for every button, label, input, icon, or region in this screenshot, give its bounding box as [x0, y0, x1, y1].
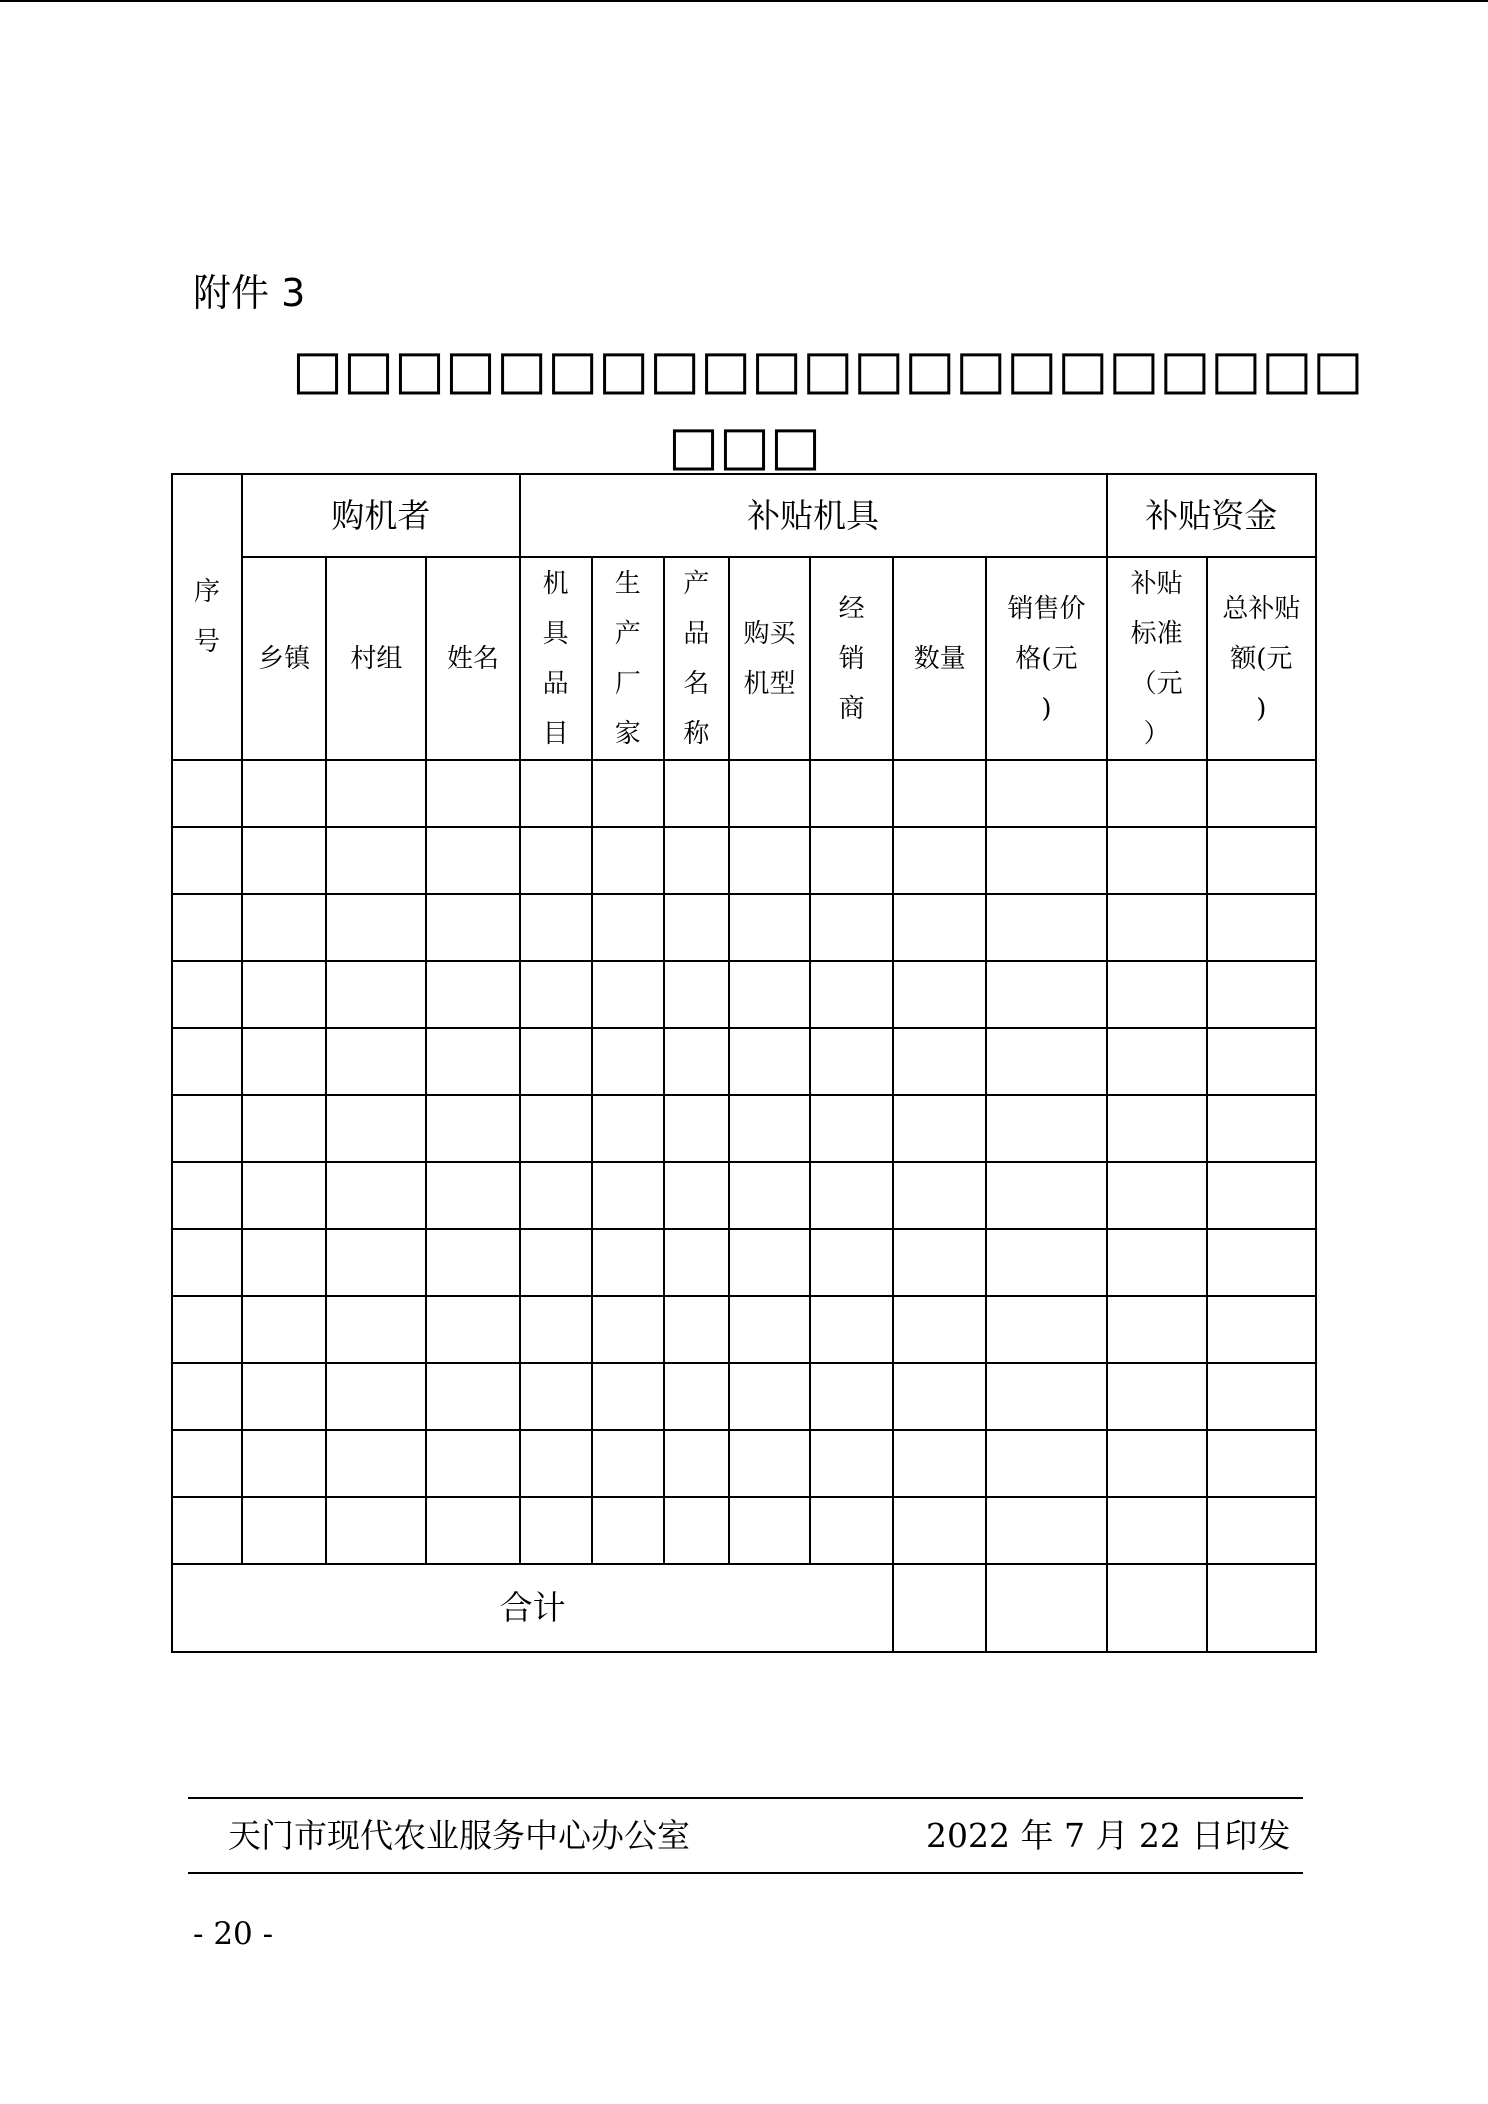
table-cell: [1207, 760, 1316, 827]
table-cell: [172, 961, 242, 1028]
table-cell: [729, 1229, 810, 1296]
table-cell: [893, 1296, 986, 1363]
table-cell: [520, 1363, 592, 1430]
table-cell: [1207, 1095, 1316, 1162]
table-cell: [426, 1229, 519, 1296]
table-cell: [1107, 1296, 1207, 1363]
table-cell: [986, 1229, 1106, 1296]
table-cell: [986, 760, 1106, 827]
header-seq-label: 序 号: [194, 577, 221, 657]
table-cell: [893, 827, 986, 894]
table-cell: [729, 827, 810, 894]
table-cell: [242, 827, 326, 894]
header-buyer: 购机者: [242, 474, 519, 557]
table-cell: [426, 1296, 519, 1363]
table-cell: [664, 1162, 729, 1229]
table-cell: [242, 1028, 326, 1095]
table-cell: [986, 1162, 1106, 1229]
table-cell: [893, 1363, 986, 1430]
table-cell: [242, 1229, 326, 1296]
table-cell: [1207, 894, 1316, 961]
table-cell: [986, 894, 1106, 961]
table-cell: [893, 760, 986, 827]
attachment-label: 附件 3: [193, 271, 306, 315]
table-cell: [810, 961, 893, 1028]
table-cell: [172, 1430, 242, 1497]
table-cell: [426, 1028, 519, 1095]
header-seq: [172, 474, 242, 760]
table-cell: [326, 1497, 426, 1564]
table-cell: [242, 1162, 326, 1229]
table-cell: [986, 1430, 1106, 1497]
table-cell: [1207, 961, 1316, 1028]
table-cell: [592, 1363, 664, 1430]
table-cell: [592, 894, 664, 961]
table-cell: [592, 827, 664, 894]
table-cell: [172, 1229, 242, 1296]
table-cell: [1107, 827, 1207, 894]
col-model-label: 购买 机型: [743, 618, 796, 699]
col-maker-label: 生 产 厂 家: [614, 568, 641, 749]
table-cell: [172, 827, 242, 894]
table-cell: [242, 961, 326, 1028]
table-cell: [810, 1430, 893, 1497]
issuing-office: 天门市现代农业服务中心办公室: [228, 1816, 690, 1855]
table-cell: [664, 1497, 729, 1564]
table-cell: [326, 1229, 426, 1296]
table-cell: [810, 1229, 893, 1296]
table-cell: [592, 1497, 664, 1564]
col-item: [520, 557, 592, 760]
table-cell: [1207, 1497, 1316, 1564]
total-standard-cell: [1107, 1564, 1207, 1652]
table-cell: [729, 1162, 810, 1229]
table-cell: [242, 1497, 326, 1564]
col-township: 乡镇: [242, 557, 326, 760]
table-cell: [592, 1162, 664, 1229]
table-cell: [326, 1430, 426, 1497]
table-cell: [592, 760, 664, 827]
table-cell: [426, 961, 519, 1028]
table-cell: [520, 1028, 592, 1095]
table-cell: [592, 961, 664, 1028]
table-cell: [172, 1497, 242, 1564]
table-cell: [426, 1430, 519, 1497]
table-cell: [326, 894, 426, 961]
col-dealer-label: 经 销 商: [838, 593, 865, 724]
subsidy-register-table: [171, 473, 1317, 1653]
table-cell: [520, 894, 592, 961]
table-cell: [326, 961, 426, 1028]
table-cell: [729, 1363, 810, 1430]
col-village: 村组: [326, 557, 426, 760]
col-model: [729, 557, 810, 760]
table-cell: [1107, 894, 1207, 961]
table-cell: [172, 1095, 242, 1162]
table-row: [172, 1296, 1316, 1363]
table-cell: [810, 1028, 893, 1095]
table-cell: [729, 1430, 810, 1497]
col-quantity: 数量: [893, 557, 986, 760]
table-cell: [592, 1296, 664, 1363]
col-total: [1207, 557, 1316, 760]
table-cell: [1107, 1162, 1207, 1229]
table-row: [172, 827, 1316, 894]
table-cell: [520, 827, 592, 894]
table-cell: [326, 1296, 426, 1363]
table-cell: [326, 1363, 426, 1430]
table-cell: [810, 1162, 893, 1229]
table-cell: [520, 1296, 592, 1363]
group-header-row: [172, 474, 1316, 557]
table-cell: [810, 1095, 893, 1162]
table-cell: [1107, 1497, 1207, 1564]
table-row: [172, 1095, 1316, 1162]
table-cell: [172, 894, 242, 961]
total-label: 合计: [172, 1564, 893, 1652]
table-cell: [426, 1095, 519, 1162]
table-cell: [664, 1095, 729, 1162]
table-cell: [1207, 1162, 1316, 1229]
table-cell: [729, 1028, 810, 1095]
document-title-line-2: □□□: [668, 414, 822, 477]
table-cell: [729, 894, 810, 961]
table-cell: [1207, 1296, 1316, 1363]
table-cell: [426, 1162, 519, 1229]
top-border: [0, 0, 1488, 2]
table-cell: [326, 760, 426, 827]
table-cell: [810, 1296, 893, 1363]
table-cell: [893, 1497, 986, 1564]
table-cell: [326, 1095, 426, 1162]
table-cell: [810, 760, 893, 827]
table-cell: [893, 894, 986, 961]
col-product-label: 产 品 名 称: [683, 568, 710, 749]
table-cell: [729, 760, 810, 827]
table-row: [172, 894, 1316, 961]
table-cell: [664, 1028, 729, 1095]
table-cell: [172, 1363, 242, 1430]
table-cell: [426, 1363, 519, 1430]
table-body: [172, 760, 1316, 1564]
col-name: 姓名: [426, 557, 519, 760]
table-cell: [664, 1296, 729, 1363]
table-cell: [893, 1028, 986, 1095]
table-cell: [1207, 1229, 1316, 1296]
table-cell: [326, 827, 426, 894]
page-number: - 20 -: [193, 1916, 274, 1952]
table-cell: [592, 1229, 664, 1296]
table-cell: [520, 1430, 592, 1497]
col-total-label: 总补贴 额(元 ): [1222, 593, 1301, 724]
col-price-label: 销售价 格(元 ): [1007, 593, 1086, 724]
table-cell: [1107, 760, 1207, 827]
header-machine: 补贴机具: [520, 474, 1107, 557]
table-cell: [426, 827, 519, 894]
table-cell: [1107, 1229, 1207, 1296]
table-cell: [1207, 1028, 1316, 1095]
col-standard: [1107, 557, 1207, 760]
table-cell: [242, 1095, 326, 1162]
table-cell: [172, 1028, 242, 1095]
table-cell: [893, 1095, 986, 1162]
table-cell: [326, 1162, 426, 1229]
table-row: [172, 1363, 1316, 1430]
table-row: [172, 1028, 1316, 1095]
table-cell: [729, 1497, 810, 1564]
table-cell: [242, 760, 326, 827]
table-cell: [1207, 1430, 1316, 1497]
table-cell: [986, 1028, 1106, 1095]
table-cell: [986, 1296, 1106, 1363]
table-row: [172, 1162, 1316, 1229]
col-dealer: [810, 557, 893, 760]
col-maker: [592, 557, 664, 760]
table-cell: [1107, 1028, 1207, 1095]
table-cell: [893, 1229, 986, 1296]
table-cell: [893, 1430, 986, 1497]
table-cell: [810, 894, 893, 961]
total-quantity-cell: [893, 1564, 986, 1652]
table-cell: [520, 1497, 592, 1564]
table-cell: [520, 1095, 592, 1162]
table-cell: [426, 1497, 519, 1564]
table-cell: [1207, 827, 1316, 894]
table-row: [172, 1497, 1316, 1564]
table-cell: [592, 1430, 664, 1497]
table-cell: [520, 961, 592, 1028]
table-cell: [172, 760, 242, 827]
table-cell: [986, 961, 1106, 1028]
footer-rule-bottom: [188, 1872, 1303, 1874]
footer-rule-top: [188, 1797, 1303, 1799]
table-cell: [986, 1363, 1106, 1430]
table-cell: [520, 1162, 592, 1229]
table-cell: [729, 961, 810, 1028]
table-cell: [592, 1028, 664, 1095]
issue-date: 2022 年 7 月 22 日印发: [926, 1816, 1291, 1855]
column-header-row: [172, 557, 1316, 760]
col-product: [664, 557, 729, 760]
total-price-cell: [986, 1564, 1106, 1652]
table-cell: [664, 1229, 729, 1296]
table-cell: [729, 1296, 810, 1363]
table-cell: [664, 894, 729, 961]
col-item-label: 机 具 品 目: [542, 568, 569, 749]
table-cell: [664, 827, 729, 894]
table-row: [172, 1229, 1316, 1296]
table-cell: [520, 1229, 592, 1296]
table-cell: [172, 1162, 242, 1229]
table-cell: [1107, 1430, 1207, 1497]
table-row: [172, 961, 1316, 1028]
table-cell: [1107, 1363, 1207, 1430]
table-cell: [1107, 961, 1207, 1028]
document-title-line-1: □□□□□□□□□□□□□□□□□□□□□: [292, 338, 1364, 401]
table-cell: [326, 1028, 426, 1095]
table-cell: [172, 1296, 242, 1363]
table-cell: [729, 1095, 810, 1162]
table-cell: [664, 1363, 729, 1430]
table-cell: [1107, 1095, 1207, 1162]
table-row: [172, 760, 1316, 827]
col-price: [986, 557, 1106, 760]
table-cell: [242, 1363, 326, 1430]
table-row: [172, 1430, 1316, 1497]
table-cell: [810, 827, 893, 894]
table-cell: [242, 894, 326, 961]
table-cell: [664, 760, 729, 827]
header-funds: 补贴资金: [1107, 474, 1316, 557]
table-cell: [810, 1363, 893, 1430]
total-row: [172, 1564, 1316, 1652]
table-cell: [986, 1095, 1106, 1162]
table-cell: [893, 1162, 986, 1229]
table-cell: [664, 961, 729, 1028]
table-cell: [242, 1296, 326, 1363]
total-amount-cell: [1207, 1564, 1316, 1652]
table-cell: [986, 827, 1106, 894]
col-standard-label: 补贴 标准 （元 ）: [1130, 568, 1183, 749]
table-cell: [242, 1430, 326, 1497]
table-cell: [592, 1095, 664, 1162]
table-cell: [986, 1497, 1106, 1564]
table-cell: [426, 894, 519, 961]
table-cell: [810, 1497, 893, 1564]
table-cell: [426, 760, 519, 827]
table-cell: [520, 760, 592, 827]
table-cell: [1207, 1363, 1316, 1430]
table-cell: [664, 1430, 729, 1497]
table-cell: [893, 961, 986, 1028]
